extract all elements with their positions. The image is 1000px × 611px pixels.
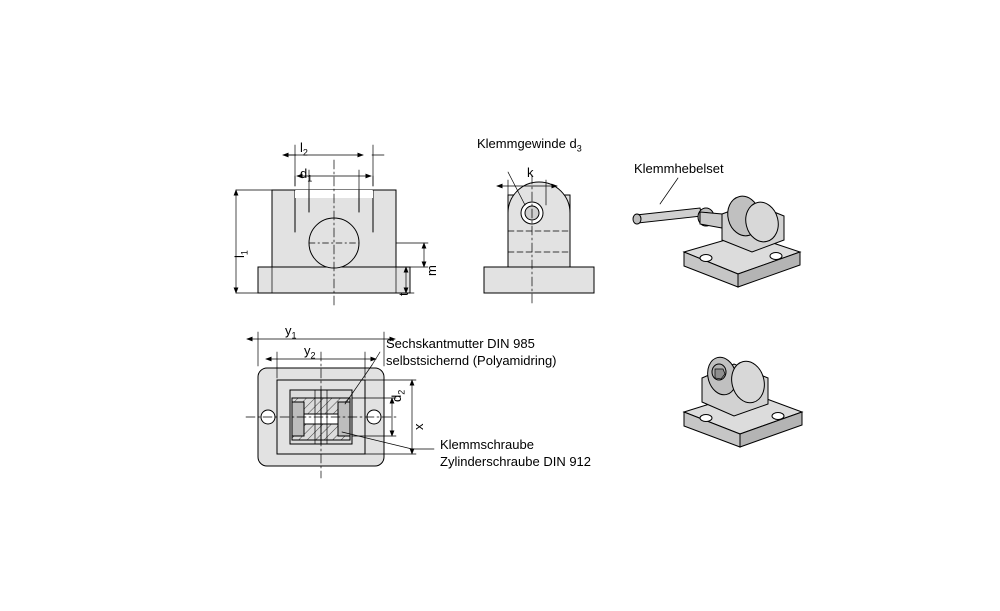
callout-nut-line1: Sechskantmutter DIN 985 (386, 336, 535, 351)
front-view-geometry (258, 160, 410, 305)
dim-label-x: x (411, 423, 426, 430)
callout-klemmgewinde: Klemmgewinde $d_3$ (477, 136, 582, 154)
dim-label-t: t (396, 292, 411, 296)
dim-label-m: m (424, 265, 439, 276)
callout-nut-line2: selbstsichernd (Polyamidring) (386, 353, 557, 368)
side-view-geometry (484, 172, 594, 305)
callout-screw-line2: Zylinderschraube DIN 912 (440, 454, 592, 469)
iso-view-lever-geometry (633, 178, 800, 287)
dim-label-l2: $l_2$ (300, 140, 308, 158)
top-view-geometry (246, 352, 396, 478)
dim-label-k: k (527, 165, 534, 180)
dim-label-y1: $y_1$ (285, 323, 297, 341)
callout-screw-line1: Klemmschraube (440, 437, 534, 452)
dim-label-d2: $d_2$ (389, 389, 407, 402)
callout-klemmhebelset: Klemmhebelset (634, 161, 724, 176)
dim-label-d1: $d_1$ (300, 166, 313, 184)
dim-label-y2: $y_2$ (304, 343, 316, 361)
dim-label-l1: $l_1$ (232, 250, 250, 258)
iso-view-plain-geometry (684, 354, 802, 447)
